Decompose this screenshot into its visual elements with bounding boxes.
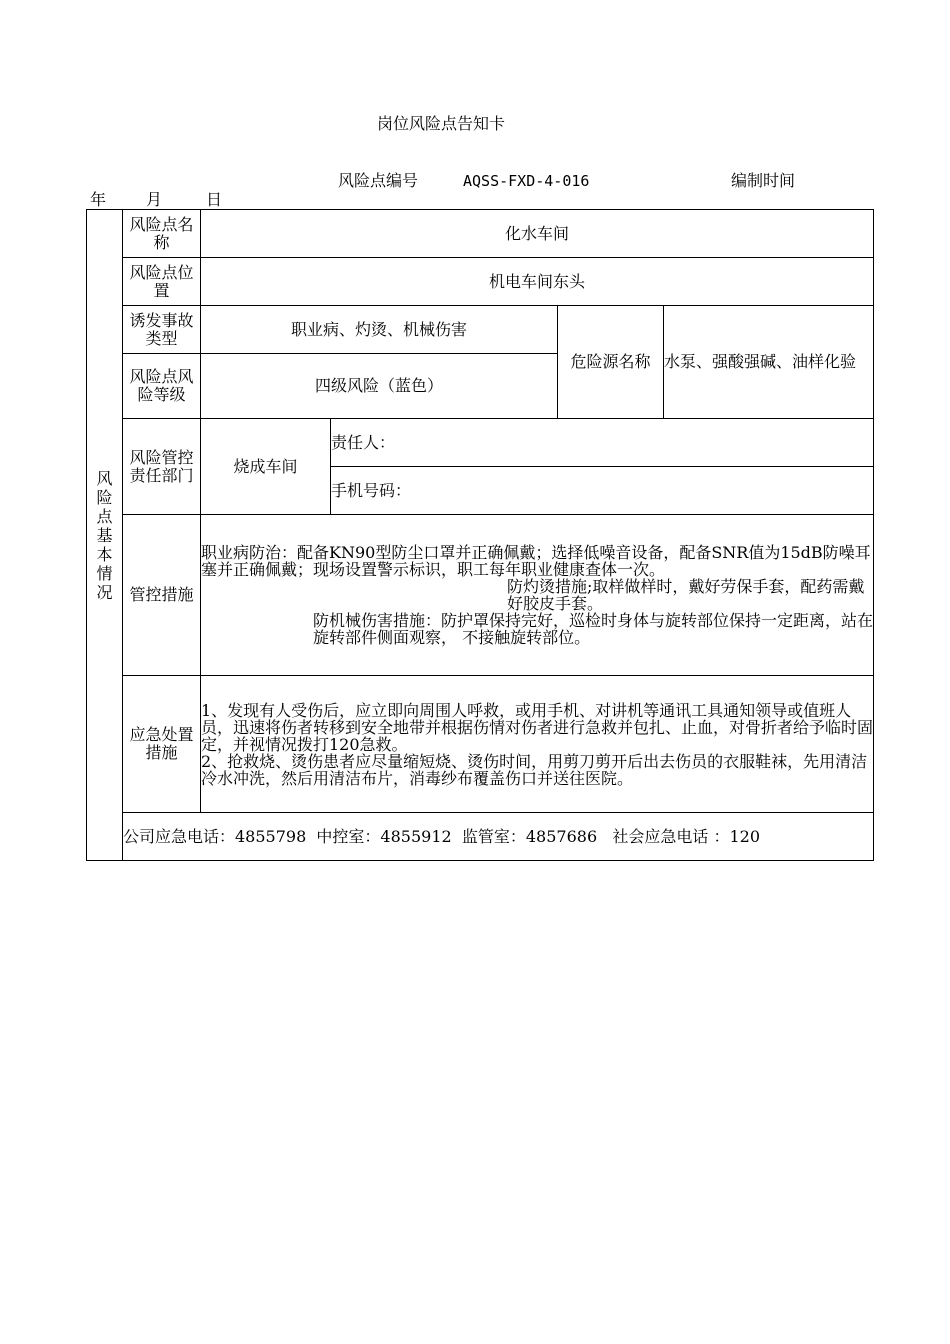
measures-paragraph: 职业病防治：配备KN90型防尘口罩并正确佩戴；选择低噪音设备，配备SNR值为15dB防噪耳塞并正确佩戴；现场设置警示标识，职工每年职业健康查体一次。 xyxy=(201,543,871,579)
month-label: 月 xyxy=(146,190,163,209)
risk-card-table xyxy=(86,209,874,861)
responsible-field: 责任人： xyxy=(331,419,874,467)
emergency-paragraph: 2、抢救烧、烫伤患者应尽量缩短烧、烫伤时间，用剪刀剪开后出去伤员的衣服鞋袜，先用清洁冷水冲洗，然后用清洁布片，消毒纱布覆盖伤口并送往医院。 xyxy=(201,751,868,788)
dept-value: 烧成车间 xyxy=(201,419,331,515)
accident-label: 诱发事故类型 xyxy=(123,306,201,354)
measures-text xyxy=(201,515,874,676)
level-value: 四级风险（蓝色） xyxy=(201,354,558,419)
emergency-paragraph: 1、发现有人受伤后，应立即向周围人呼救，或用手机、对讲机等通讯工具通知领导或值班人员，迅速将伤者转移到安全地带并根据伤情对伤者进行急救并包扎、止血，对骨折者给予临时固定，并视情况拨打120急救。 xyxy=(201,700,874,754)
measures-paragraph: 防机械伤害措施：防护罩保持完好，巡检时身体与旋转部位保持一定距离，站在旋转部件侧面观察， 不接触旋转部位。 xyxy=(313,611,874,647)
risk-no-value: AQSS-FXD-4-016 xyxy=(463,172,590,190)
hazard-label: 危险源名称 xyxy=(558,306,664,419)
name-value: 化水车间 xyxy=(201,210,874,258)
year-label: 年 xyxy=(90,190,107,209)
risk-no-label: 风险点编号 xyxy=(338,171,419,190)
emergency-text xyxy=(201,676,874,813)
day-label: 日 xyxy=(206,190,223,209)
section-label: 风险点基本情况 xyxy=(96,468,113,602)
section-label-cell xyxy=(87,210,123,861)
location-label: 风险点位置 xyxy=(123,258,201,306)
measures-label: 管控措施 xyxy=(123,515,201,676)
card-title: 岗位风险点告知卡 xyxy=(377,114,506,133)
accident-value: 职业病、灼烫、机械伤害 xyxy=(201,306,558,354)
measures-paragraph: 防灼烫措施;取样做样时，戴好劳保手套，配药需戴好胶皮手套。 xyxy=(507,577,865,613)
date-label: 编制时间 xyxy=(731,171,796,190)
emergency-label: 应急处置措施 xyxy=(123,676,201,813)
phone-field: 手机号码： xyxy=(331,467,874,515)
location-value: 机电车间东头 xyxy=(201,258,874,306)
emergency-phones: 公司应急电话：4855798 中控室：4855912 监管室：4857686 社会应急电话 ：120 xyxy=(123,813,874,861)
name-label: 风险点名称 xyxy=(123,210,201,258)
dept-label: 风险管控责任部门 xyxy=(123,419,201,515)
hazard-value: 水泵、强酸强碱、油样化验 xyxy=(664,306,874,419)
level-label: 风险点风险等级 xyxy=(123,354,201,419)
